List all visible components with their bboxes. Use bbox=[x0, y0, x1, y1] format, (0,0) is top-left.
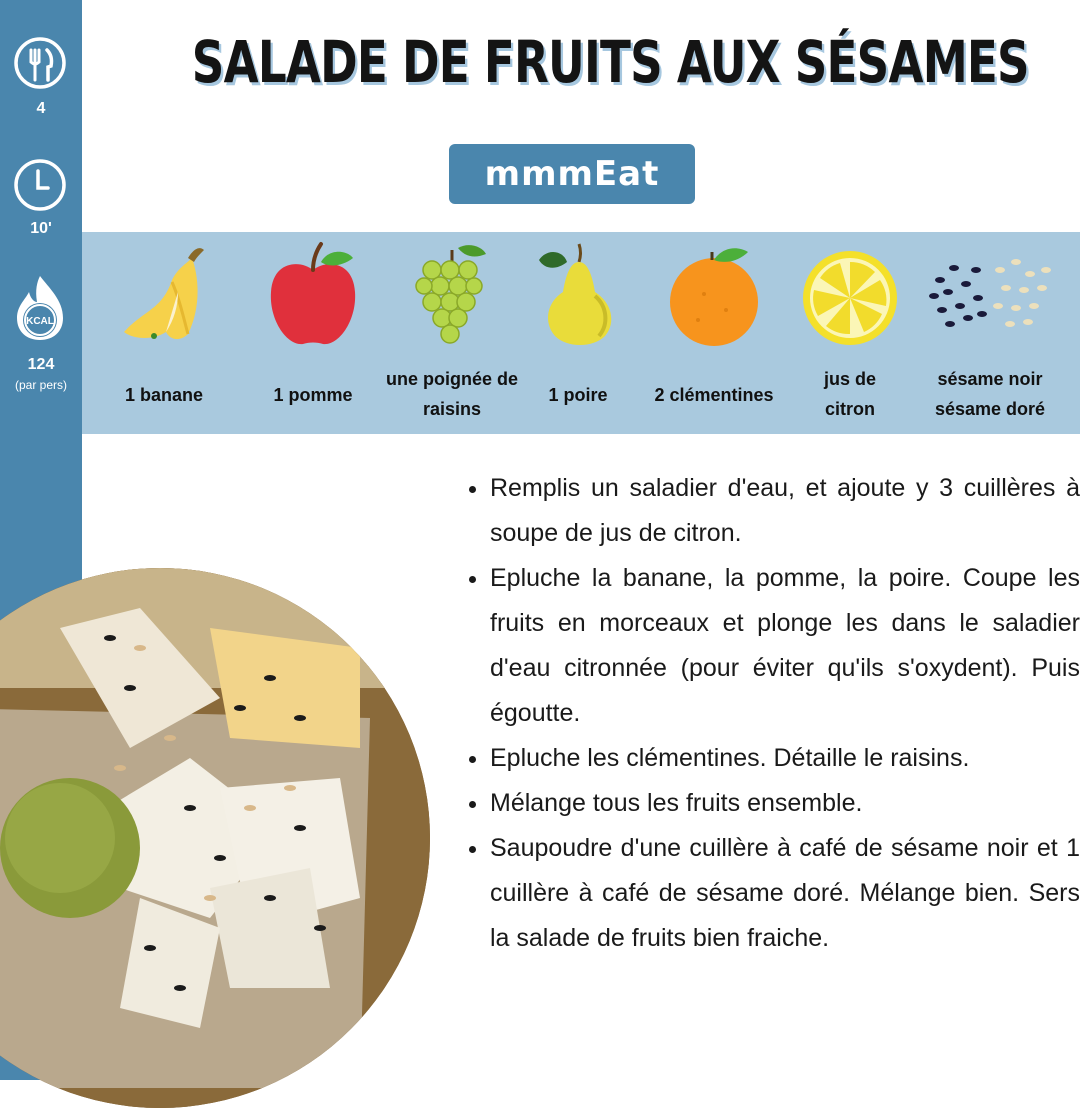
ingredient-banana bbox=[104, 232, 224, 434]
calories-note: (par pers) bbox=[14, 378, 67, 392]
ingredient-label: 2 clémentines bbox=[654, 385, 774, 405]
recipe-steps bbox=[462, 466, 1080, 961]
ingredient-apple bbox=[254, 232, 372, 434]
grapes-icon bbox=[402, 240, 502, 350]
ingredient-label: 1 poire bbox=[548, 385, 608, 405]
ingredient-label: 1 pomme bbox=[273, 385, 353, 405]
step-item: • Mélange tous les fruits ensemble. bbox=[490, 781, 1080, 826]
kcal-flame-icon bbox=[13, 272, 67, 344]
ingredient-lemon bbox=[800, 232, 900, 434]
sesame-icon bbox=[920, 240, 1060, 340]
ingredient-label: sésame noir sésame doré bbox=[934, 369, 1046, 419]
ingredient-clementine bbox=[634, 232, 794, 434]
brand-logo: mmmEat bbox=[449, 144, 695, 204]
servings-value: 4 bbox=[36, 100, 46, 117]
fork-knife-icon bbox=[13, 36, 67, 90]
step-item: • Remplis un saladier d'eau, et ajoute y 3 cuillères à soupe de jus de citron. bbox=[490, 466, 1080, 556]
ingredient-label: 1 banane bbox=[124, 385, 204, 405]
clementine-icon bbox=[664, 240, 764, 350]
calories-value: 124 bbox=[27, 356, 55, 373]
recipe-title: SALADE DE FRUITS AUX SÉSAMES bbox=[191, 28, 1029, 96]
clock-icon bbox=[13, 158, 67, 212]
time-value: 10' bbox=[30, 220, 52, 237]
kcal-badge: KCAL bbox=[26, 316, 54, 327]
apple-icon bbox=[263, 240, 363, 350]
fruit-salad-photo bbox=[0, 568, 430, 1108]
ingredient-label: jus de citron bbox=[823, 369, 876, 419]
step-item: • Epluche les clémentines. Détaille le raisins. bbox=[490, 736, 1080, 781]
ingredient-sesame bbox=[910, 232, 1070, 434]
pear-icon bbox=[533, 240, 623, 350]
step-item: • Saupoudre d'une cuillère à café de sésame noir et 1 cuillère à café de sésame doré. Mélange bien. Sers la salade de fruits bien fraiche. bbox=[490, 826, 1080, 961]
fruit-salad-image bbox=[0, 568, 430, 1108]
step-item: • Epluche la banane, la pomme, la poire. Coupe les fruits en morceaux et plonge les dans le saladier d'eau citronnée (pour éviter qu'ils s'oxydent). Puis égoutte. bbox=[490, 556, 1080, 736]
banana-icon bbox=[114, 240, 214, 350]
ingredients-band bbox=[82, 232, 1080, 434]
lemon-icon bbox=[800, 240, 900, 350]
ingredient-pear bbox=[532, 232, 624, 434]
ingredient-label: une poignée de raisins bbox=[385, 369, 518, 419]
ingredient-grapes bbox=[380, 232, 524, 434]
